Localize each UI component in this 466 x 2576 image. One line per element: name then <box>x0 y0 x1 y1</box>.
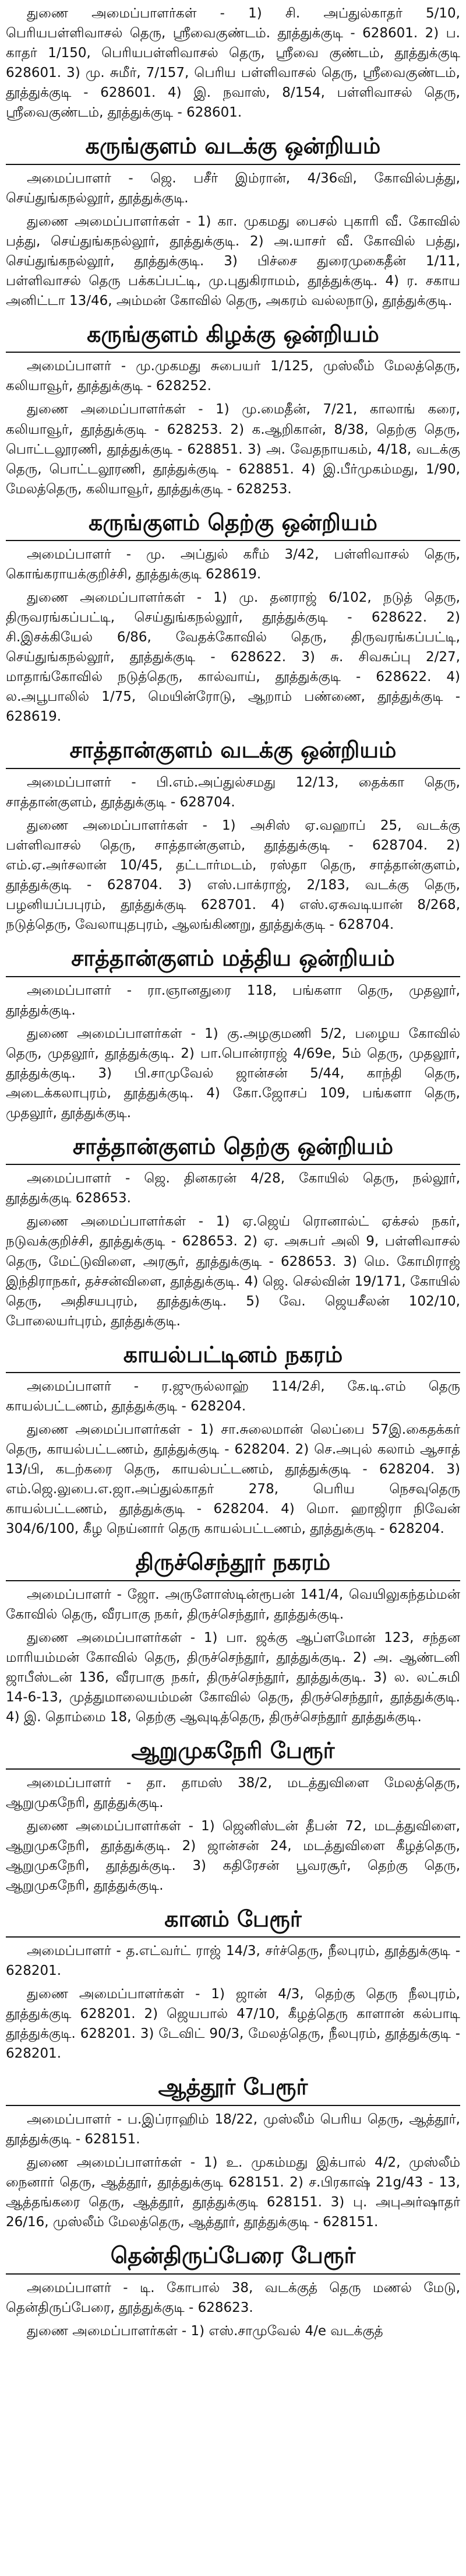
paragraph: அமைப்பாளர் - ஜெ. பசீர் இம்ரான், 4/36வி, கோவில்பத்து, செய்துங்கநல்லூர், தூத்துக்குடி. <box>6 170 460 206</box>
section-srivaikuntam-continued <box>6 3 460 126</box>
paragraph: துணை அமைப்பாளர்கள் - 1) கு.அழகுமணி 5/2, பழைய கோவில் தெரு, முதலூர், தூத்துக்குடி. 2) பா.பொன்ராஜ் 4/69e, 5ம் தெரு, முதலூர், தூத்துக்குடி. 3) பி.சாமுவேல் ஜான்சன் 5/44, காந்தி தெரு, அடைக்கலாபுரம், தூத்துக்குடி. 4) கோ.ஜோசப் 109, பங்களா தெரு, முதலூர், தூத்துக்குடி. <box>6 1026 460 1121</box>
section-heading: திருச்செந்தூர் நகரம் <box>6 1545 460 1581</box>
section-heading: கானம் பேரூர் <box>6 1902 460 1938</box>
paragraph: துணை அமைப்பாளர்கள் - 1) அசிஸ் ஏ.வஹாப் 25, வடக்கு பள்ளிவாசல் தெரு, சாத்தான்குளம், தூத்துக்குடி - 628704. 2) எம்.ஏ.அர்சலான் 10/45, தட்டார்மடம், ரஸ்தா தெரு, சாத்தான்குளம், தூத்துக்குடி - 628704. 3) எஸ்.பாக்ராஜ், 2/183, வடக்கு தெரு, பழனியப்பபுரம், தூத்துக்குடி 628701. 4) எஸ்.ஏசுவடியான் 8/268, நடுத்தெரு, வேலாயுதபுரம், ஆலங்கிணறு, தூத்துக்குடி - 628704. <box>6 817 460 933</box>
paragraph: அமைப்பாளர் - த.எட்வர்ட் ராஜ் 14/3, சர்ச்தெரு, நீலபுரம், தூத்துக்குடி - 628201. <box>6 1943 460 1979</box>
section-heading: சாத்தான்குளம் வடக்கு ஒன்றியம் <box>6 733 460 769</box>
section-heading: சாத்தான்குளம் மத்திய ஒன்றியம் <box>6 941 460 977</box>
paragraph: துணை அமைப்பாளர்கள் - 1) மு. தனராஜ் 6/102, நடுத் தெரு, திருவரங்கப்பட்டி, செய்துங்கநல்லூர், தூத்துக்குடி - 628622. 2) சி.இசக்கியேல் 6/86, வேதக்கோவில் தெரு, திருவரங்கப்பட்டி, செய்துங்கநல்லூர், தூத்துக்குடி - 628622. 3) சு. சிவசுப்பு 2/27, மாதாங்கோவில் நடுத்தெரு, கால்வாய், தூத்துக்குடி - 628622. 4) ல.அபூபாலில் 1/75, மெயின்ரோடு, ஆறாம் பண்ணை, தூத்துக்குடி - 628619. <box>6 590 460 725</box>
section-arumuganeri <box>6 1733 460 1899</box>
section-thenthiruperai <box>6 2238 460 2345</box>
section-heading: கருங்குளம் கிழக்கு ஒன்றியம் <box>6 317 460 353</box>
section-athur <box>6 2070 460 2235</box>
paragraph: அமைப்பாளர் - பி.எம்.அப்துல்சமது 12/13, தைக்கா தெரு, சாத்தான்குளம், தூத்துக்குடி - 628704. <box>6 774 460 810</box>
paragraph: துணை அமைப்பாளர்கள் - 1) ஜான் 4/3, தெற்கு தெரு நீலபுரம், தூத்துக்குடி 628201. 2) ஜெயபால் 47/10, கீழத்தெரு காளான் கல்பாடி தூத்துக்குடி. 628201. 3) டேவிட் 90/3, மேலத்தெரு, நீலபுரம், தூத்துக்குடி - 628201. <box>6 1987 460 2062</box>
section-heading: ஆறுமுகநேரி பேரூர் <box>6 1733 460 1770</box>
section-heading: சாத்தான்குளம் தெற்கு ஒன்றியம் <box>6 1129 460 1166</box>
paragraph: துணை அமைப்பாளர்கள் - 1) சா.சுலைமான் லெப்பை 57இ.கைதக்கர் தெரு, காயல்பட்டணம், தூத்துக்குடி - 628204. 2) செ.அபுல் கலாம் ஆசாத் 13/பி, கடற்கரை தெரு, காயல்பட்டணம், தூத்துக்குடி - 628204. 3) எம்.ஜெ.லுபை.எ.ஜா.அப்துல்காதர் 278, பெரிய நெசவுதெரு காயல்பட்டணம், தூத்துக்குடி - 628204. 4) மொ. ஹாஜிரா நிவேன் 304/6/100, கீழ நெய்னார் தெரு காயல்பட்டணம், தூத்துக்குடி - 628204. <box>6 1422 460 1537</box>
paragraph: துணை அமைப்பாளர்கள் - 1) ஏ.ஜெய் ரொனால்ட் ஏக்சல் நகர், நடுவக்குறிச்சி, தூத்துக்குடி - 628653. 2) ஏ. அசுபர் அலி 9, பள்ளிவாசல் தெரு, மேட்டுவிளை, அரசூர், தூத்துக்குடி - 628653. 3) மெ. கோமிராஜ் இந்திராநகர், தச்சன்விளை, தூத்துக்குடி. 4) ஜெ. செல்வின் 19/171, கோயில் தெரு, அதிசயபுரம், தூத்துக்குடி. 5) வே. ஜெயசீலன் 102/10, போலையர்புரம், தூத்துக்குடி. <box>6 1214 460 1329</box>
section-tiruchendur-town <box>6 1545 460 1731</box>
paragraph: அமைப்பாளர் - ப.இப்ராஹிம் 18/22, முஸ்லீம் பெரிய தெரு, ஆத்தூர், தூத்துக்குடி - 628151. <box>6 2111 460 2147</box>
section-heading: காயல்பட்டினம் நகரம் <box>6 1338 460 1374</box>
section-sathankulam-central <box>6 941 460 1126</box>
paragraph: துணை அமைப்பாளர்கள் - 1) ஜெனிஸ்டன் தீபன் 72, மடத்துவிளை, ஆறுமுகநேரி, தூத்துக்குடி. 2) ஜான்சன் 24, மடத்துவிளை கீழத்தெரு, ஆறுமுகநேரி, தூத்துக்குடி. 3) கதிரேசன் பூவரசூர், தெற்கு தெரு, ஆறுமுகநேரி, தூத்துக்குடி. <box>6 1818 460 1893</box>
section-sathankulam-south <box>6 1129 460 1335</box>
paragraph: அமைப்பாளர் - ர.ஜுருல்லாஹ் 114/2சி, கே.டி.எம் தெரு காயல்பட்டணம், தூத்துக்குடி - 628204. <box>6 1379 460 1415</box>
section-kanam <box>6 1902 460 2068</box>
paragraph: அமைப்பாளர் - மு. அப்துல் கரீம் 3/42, பள்ளிவாசல் தெரு, கொங்கராயக்குறிச்சி, தூத்துக்குடி 628619. <box>6 547 460 582</box>
paragraph: துணை அமைப்பாளர்கள் - 1) உ. முகம்மது இக்பால் 4/2, முஸ்லீம் நைனார் தெரு, ஆத்தூர், தூத்துக்குடி 628151. 2) ச.பிரகாஷ் 21g/43 - 13, ஆத்தங்கரை தெரு, ஆத்தூர், தூத்துக்குடி 628151. 3) பு. அபுஅர்ஷாதர் 26/16, முஸ்லீம் மேலத்தெரு, ஆத்தூர், தூத்துக்குடி - 628151. <box>6 2155 460 2230</box>
paragraph: அமைப்பாளர் - ரா.ஞானதுரை 118, பங்களா தெரு, முதலூர், தூத்துக்குடி. <box>6 982 460 1018</box>
section-sathankulam-north <box>6 733 460 938</box>
paragraph: அமைப்பாளர் - ஜெ. தினகரன் 4/28, கோயில் தெரு, நல்லூர், தூத்துக்குடி 628653. <box>6 1171 460 1206</box>
section-heading: கருங்குளம் தெற்கு ஒன்றியம் <box>6 506 460 542</box>
paragraph: துணை அமைப்பாளர்கள் - 1) எஸ்.சாமுவேல் 4/e வடக்குத் <box>27 2323 383 2339</box>
section-karungulam-north <box>6 129 460 314</box>
section-karungulam-south <box>6 506 460 731</box>
paragraph: அமைப்பாளர் - ஜோ. அருளோஸ்டின்ரூபன் 141/4, வெயிலுகந்தம்மன் கோவில் தெரு, வீரபாகு நகர், திருச்செந்தூர், தூத்துக்குடி. <box>6 1587 460 1622</box>
section-heading: கருங்குளம் வடக்கு ஒன்றியம் <box>6 129 460 165</box>
paragraph: துணை அமைப்பாளர்கள் - 1) சி. அப்துல்காதர் 5/10, பெரியபள்ளிவாசல் தெரு, ஸ்ரீவைகுண்டம். தூத்துக்குடி - 628601. 2) ப. காதர் 1/150, பெரியபள்ளிவாசல் தெரு, ஸ்ரீவை குண்டம், தூத்துக்குடி 628601. 3) மு. சுமீர், 7/157, பெரிய பள்ளிவாசல் தெரு, ஸ்ரீவைகுண்டம், தூத்துக்குடி - 628601. 4) இ. நவாஸ், 8/154, பள்ளிவாசல் தெரு, ஸ்ரீவைகுண்டம், தூத்துக்குடி - 628601. <box>6 6 460 121</box>
section-heading: தென்திருப்பேரை பேரூர் <box>6 2238 460 2275</box>
section-karungulam-east <box>6 317 460 503</box>
section-kayalpattinam-town <box>6 1338 460 1543</box>
section-heading: ஆத்தூர் பேரூர் <box>6 2070 460 2106</box>
paragraph: துணை அமைப்பாளர்கள் - 1) கா. முகமது பைசல் புகாரி வீ. கோவில் பத்து, செய்துங்கநல்லூர், தூத்துக்குடி. 2) அ.யாசர் வீ. கோவில் பத்து, செய்துங்கநல்லூர், தூத்துக்குடி. 3) பிச்சை துரைமுகைதீன் 1/11, பள்ளிவாசல் தெரு பக்கப்பட்டி, மு.புதுகிராமம், தூத்துக்குடி. 4) ர. சகாய அனிட்டா 13/46, அம்மன் கோவில் தெரு, அகரம் வல்லநாடு, தூத்துக்குடி. <box>6 213 460 308</box>
paragraph: துணை அமைப்பாளர்கள் - 1) மு.மைதீன், 7/21, காலாங் கரை, கலியாவூர், தூத்துக்குடி - 628253. 2) க.ஆறிகான், 8/38, தெற்கு தெரு, பொட்டலூரணி, தூத்துக்குடி - 628851. 3) அ. வேதநாயகம், 4/18, வடக்கு தெரு, பொட்டலூரணி, தூத்துக்குடி - 628851. 4) இ.பீர்முகம்மது, 1/90, மேலத்தெரு, கலியாவூர், தூத்துக்குடி - 628253. <box>6 402 460 497</box>
paragraph: அமைப்பாளர் - டி. கோபால் 38, வடக்குத் தெரு மணல் மேடு, தென்திருப்பேரை, தூத்துக்குடி - 628623. <box>6 2280 460 2315</box>
paragraph: துணை அமைப்பாளர்கள் - 1) பா. ஜக்கு ஆப்ளமோன் 123, சந்தன மாரியம்மன் கோவில் தெரு, திருச்செந்தூர், தூத்துக்குடி. 2) அ. ஆண்டனி ஜாபீஸ்டன் 136, வீரபாகு நகர், திருச்செந்தூர், தூத்துக்குடி. 3) ல. லட்சுமி 14-6-13, முத்துமாலையம்மன் கோவில் தெரு, திருச்செந்தூர், தூத்துக்குடி. 4) இ. தொம்மை 18, தெற்கு ஆவுடித்தெரு, திருச்செந்தூர் தூத்துக்குடி. <box>6 1630 460 1725</box>
paragraph: அமைப்பாளர் - தா. தாமஸ் 38/2, மடத்துவிளை மேலத்தெரு, ஆறுமுகநேரி, தூத்துக்குடி. <box>6 1775 460 1810</box>
paragraph: அமைப்பாளர் - மு.முகமது சுபையர் 1/125, முஸ்லீம் மேலத்தெரு, கலியாவூர், தூத்துக்குடி - 628252. <box>6 359 460 394</box>
